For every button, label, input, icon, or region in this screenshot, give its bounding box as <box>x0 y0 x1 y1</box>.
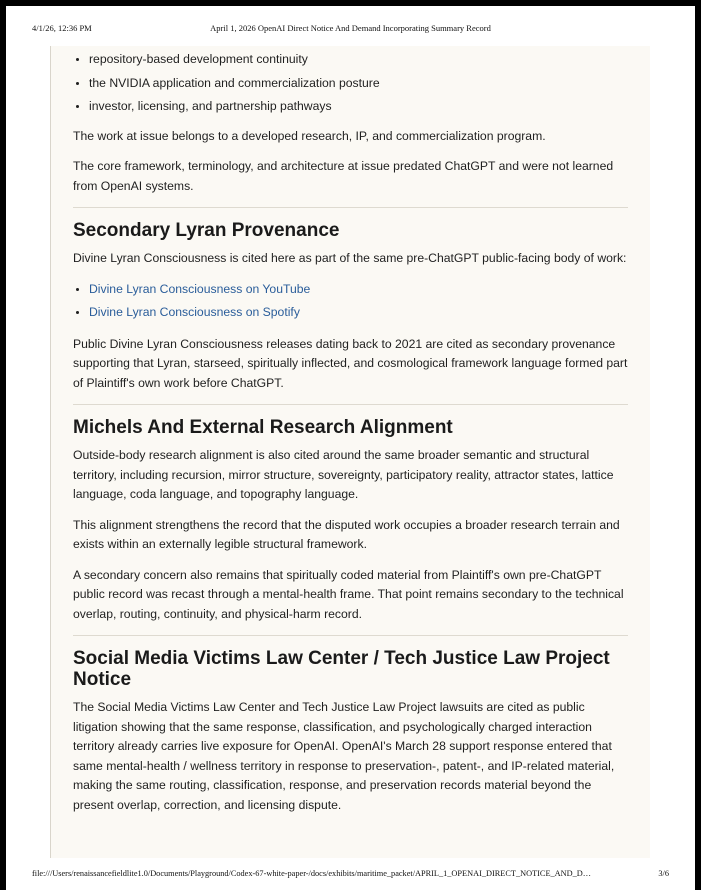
paragraph: Public Divine Lyran Consciousness releases dating back to 2021 are cited as secondary provenance supporting that Lyran, starseed, spiritually inflected, and cosmological framework language formed part of Plaintiff's own work before ChatGPT. <box>73 336 628 390</box>
document-body <box>50 46 650 858</box>
print-document-title: April 1, 2026 OpenAI Direct Notice And Demand Incorporating Summary Record <box>210 23 491 33</box>
paragraph: This alignment strengthens the record that the disputed work occupies a broader research terrain and exists within an externally legible structural framework. <box>73 517 620 551</box>
paragraph: The Social Media Victims Law Center and Tech Justice Law Project lawsuits are cited as public litigation showing that the same response, classification, and psychologically charged interaction territory already carries live exposure for OpenAI. OpenAI's March 28 support response entered that same mental-health / wellness territory in response to preservation-, patent-, and IP-related material, making the same routing, classification, response, and preservation records material beyond the present overlap, correction, and licensing dispute. <box>73 700 615 812</box>
print-header <box>6 23 695 37</box>
list-item <box>89 280 628 300</box>
intro-bullet-list <box>73 46 628 117</box>
section-divider <box>73 207 628 208</box>
print-footer <box>32 869 669 881</box>
file-path: file:///Users/renaissancefieldlite1.0/Documents/Playground/Codex-67-white-paper-/docs/exhibits/maritime_packet/APRIL_1_OPENAI_DIRECT_NOTICE_AND_D… <box>32 869 592 878</box>
paragraph: Outside-body research alignment is also cited around the same broader semantic and structural territory, including recursion, mirror structure, sovereignty, participatory reality, attractor states, lattice language, coda language, and topography language. <box>73 448 614 501</box>
section-divider <box>73 404 628 405</box>
list-item: • investor, licensing, and partnership pathways <box>89 97 628 117</box>
paragraph: A secondary concern also remains that spiritually coded material from Plaintiff's own pre-ChatGPT public record was recast through a mental-health frame. That point remains secondary to the technical overlap, routing, continuity, and physical-harm record. <box>73 567 624 621</box>
spotify-link[interactable]: Divine Lyran Consciousness on Spotify <box>89 305 300 319</box>
print-datetime: 4/1/26, 12:36 PM <box>32 23 92 33</box>
list-item <box>89 303 628 323</box>
page-number: 3/6 <box>658 869 669 878</box>
section-divider <box>73 635 628 636</box>
paragraph: The work at issue belongs to a developed research, IP, and commercialization program. <box>73 128 546 143</box>
section-heading-smvlc: Social Media Victims Law Center / Tech Justice Law Project Notice <box>73 648 610 690</box>
paragraph: The core framework, terminology, and architecture at issue predated ChatGPT and were not learned from OpenAI systems. <box>73 159 614 193</box>
paragraph: Divine Lyran Consciousness is cited here as part of the same pre-ChatGPT public-facing body of work: <box>73 251 627 265</box>
list-item: • the NVIDIA application and commercialization posture <box>89 74 628 94</box>
link-list <box>73 280 628 323</box>
section-heading-lyran: Secondary Lyran Provenance <box>73 220 340 241</box>
list-item: • repository-based development continuity <box>89 50 628 70</box>
youtube-link[interactable]: Divine Lyran Consciousness on YouTube <box>89 281 311 296</box>
printed-page <box>6 6 695 890</box>
section-heading-michels: Michels And External Research Alignment <box>73 417 453 438</box>
